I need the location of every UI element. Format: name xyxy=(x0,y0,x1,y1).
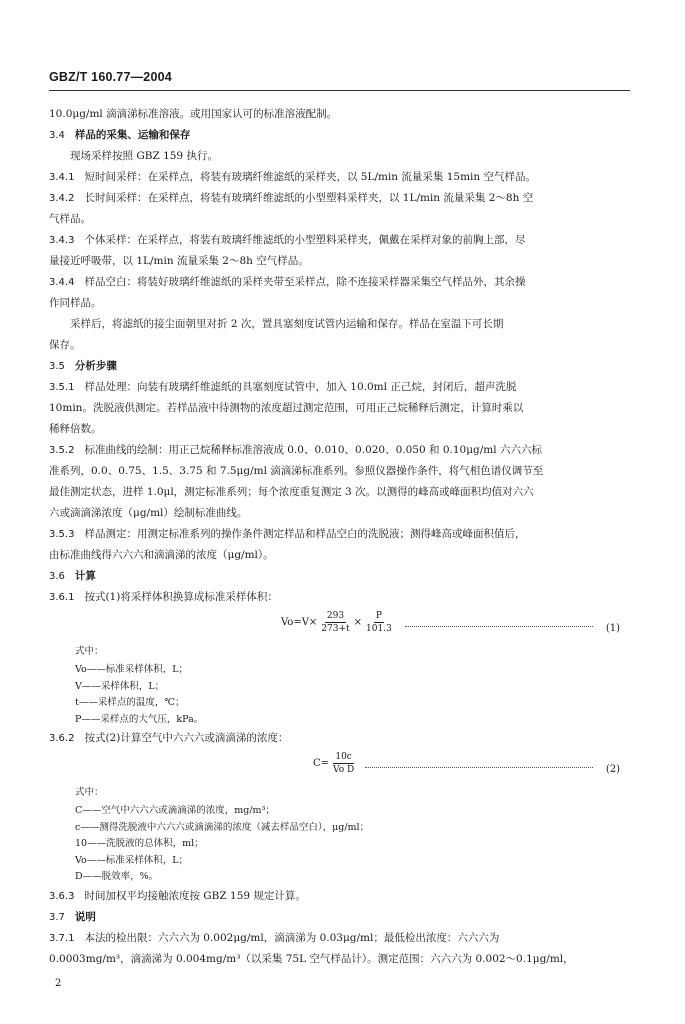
clause-number: 3.4.2 xyxy=(49,193,75,204)
variable-definition: V——采样体积，L； xyxy=(75,680,165,692)
header-rule xyxy=(49,90,630,91)
section-3-7-heading xyxy=(49,907,630,928)
clause-3-4-4-cont: 作同样品。 xyxy=(49,297,102,309)
clause-3-4-2 xyxy=(49,188,630,209)
clause-text: 短时间采样：在采样点，将装有玻璃纤维滤纸的采样夹，以 5L/min 流量采集 15min 空气样品。 xyxy=(84,171,537,183)
page-content xyxy=(49,104,630,970)
clause-3-5-3 xyxy=(49,524,630,545)
clause-3-5-3-cont: 由标准曲线得六六六和滴滴涕的浓度（μg/ml）。 xyxy=(49,549,274,561)
clause-text: 个体采样：在采样点，将装有玻璃纤维滤纸的小型塑料采样夹，佩戴在采样对象的前胸上部，尽 xyxy=(84,234,526,246)
section-number: 3.5 xyxy=(49,361,65,372)
equation-number: (1) xyxy=(605,623,620,634)
formula-1-expression xyxy=(281,610,396,635)
formula-lhs: C= xyxy=(313,758,330,769)
formula-2-expression xyxy=(313,751,358,776)
variable-definition: Vo——标准采样体积，L； xyxy=(75,854,189,866)
clause-3-4-3-cont: 量接近呼吸带，以 1L/min 流量采集 2～8h 空气样品。 xyxy=(49,255,309,267)
section-3-6-heading xyxy=(49,566,630,587)
clause-number: 3.6.3 xyxy=(49,890,75,902)
clause-text: 样品空白：将装好玻璃纤维滤纸的采样夹带至采样点，除不连接采样器采集空气样品外，其余操 xyxy=(84,276,526,288)
clause-number: 3.6.2 xyxy=(49,733,75,744)
variable-definition: C——空气中六六六或滴滴涕的浓度，mg/m³； xyxy=(75,805,275,816)
fraction-denominator: 101.3 xyxy=(366,624,392,634)
formula-1 xyxy=(49,608,630,642)
clause-3-6-2 xyxy=(49,728,630,749)
clause-3-5-2 xyxy=(49,440,630,461)
clause-text: 时间加权平均接触浓度按 GBZ 159 规定计算。 xyxy=(84,889,306,902)
clause-number: 3.6.1 xyxy=(49,592,75,603)
document-header: GBZ/T 160.77—2004 xyxy=(49,70,172,84)
clause-number: 3.5.2 xyxy=(49,445,75,456)
clause-text: 本法的检出限：六六六为 0.002μg/ml，滴滴涕为 0.03μg/ml；最低检出浓度：六六六为 xyxy=(84,931,500,944)
section-title: 分析步骤 xyxy=(74,360,117,372)
section-number: 3.7 xyxy=(49,911,65,923)
clause-3-5-2-cont: 准系列，0.0、0.75、1.5、3.75 和 7.5μg/ml 滴滴涕标准系列。参照仪器操作条件，将气相色谱仪调节至 xyxy=(49,465,544,477)
clause-number: 3.4.4 xyxy=(49,277,75,288)
clause-3-5-2-cont: 最佳测定状态，进样 1.0μl，测定标准系列；每个浓度重复测定 3 次。以测得的峰高或峰面积均值对六六 xyxy=(49,486,534,498)
dotted-leader xyxy=(365,767,593,768)
fraction-numerator: 10c xyxy=(335,752,352,762)
clause-3-6-3 xyxy=(49,886,630,907)
fraction-numerator: 293 xyxy=(326,611,345,621)
variable-definition: P——采样点的大气压，kPa。 xyxy=(75,713,204,725)
fraction-denominator: 273+t xyxy=(321,624,350,634)
fraction-pressure xyxy=(364,610,394,635)
clause-3-7-1 xyxy=(49,928,630,949)
clause-text: 按式(2)计算空气中六六六或滴滴涕的浓度： xyxy=(84,732,289,744)
clause-number: 3.5.3 xyxy=(49,529,75,540)
section-title: 计算 xyxy=(74,570,96,582)
clause-3-4-1 xyxy=(49,167,630,188)
clause-3-6-1 xyxy=(49,587,630,608)
clause-text: 标准曲线的绘制：用正己烷稀释标准溶液成 0.0、0.010、0.020、0.050 和 0.10μg/ml 六六六标 xyxy=(84,444,542,456)
section-3-4-heading xyxy=(49,125,630,146)
clause-text: 按式(1)将采样体积换算成标准采样体积： xyxy=(84,591,278,603)
variable-definition: 10——洗脱液的总体积，ml； xyxy=(75,838,204,849)
equation-number: (2) xyxy=(605,764,620,775)
variable-list-2 xyxy=(75,803,630,886)
clause-3-7-1-cont: 0.0003mg/m³，滴滴涕为 0.004mg/m³（以采集 75L 空气样品计）。测定范围：六六六为 0.002～0.1μg/ml， xyxy=(49,952,574,965)
section-title: 说明 xyxy=(74,910,96,923)
formula-lhs: Vo=V× xyxy=(281,617,318,628)
variable-definition: t——采样点的温度，℃； xyxy=(75,697,185,708)
line-standard-solution: 10.0μg/ml 滴滴涕标准溶液。或用国家认可的标准溶液配制。 xyxy=(49,108,338,120)
multiply-sign: × xyxy=(353,617,363,628)
fraction-denominator: Vo D xyxy=(333,765,355,775)
variable-definition: c——测得洗脱液中六六六或滴滴涕的浓度（减去样品空白），μg/ml； xyxy=(75,821,370,833)
clause-number: 3.4.3 xyxy=(49,235,75,246)
section-3-4-intro: 现场采样按照 GBZ 159 执行。 xyxy=(70,150,218,162)
clause-3-5-2-cont: 六或滴滴涕浓度（μg/ml）绘制标准曲线。 xyxy=(49,507,248,519)
storage-paragraph-cont: 保存。 xyxy=(49,339,81,351)
clause-3-4-4 xyxy=(49,272,630,293)
clause-3-5-1-cont: 10min。洗脱液供测定。若样品液中待测物的浓度超过测定范围，可用正己烷稀释后测定，计算时乘以 xyxy=(49,402,524,414)
where-label: 式中： xyxy=(75,646,104,657)
clause-text: 样品测定：用测定标准系列的操作条件测定样品和样品空白的洗脱液；测得峰高或峰面积值后， xyxy=(84,528,526,540)
clause-3-5-1 xyxy=(49,377,630,398)
clause-3-5-1-cont: 稀释倍数。 xyxy=(49,423,102,435)
fraction-temperature xyxy=(319,610,351,635)
fraction-concentration xyxy=(331,751,356,776)
storage-paragraph: 采样后，将滤纸的接尘面朝里对折 2 次，置具塞刻度试管内运输和保存。样品在室温下可长期 xyxy=(70,318,504,330)
section-number: 3.6 xyxy=(49,571,65,582)
clause-number: 3.4.1 xyxy=(49,172,75,183)
clause-number: 3.5.1 xyxy=(49,382,75,393)
fraction-numerator: P xyxy=(375,611,382,621)
clause-3-4-3 xyxy=(49,230,630,251)
where-label: 式中： xyxy=(75,787,104,798)
clause-number: 3.7.1 xyxy=(49,932,75,944)
clause-3-4-2-cont: 气样品。 xyxy=(49,213,91,225)
page-number: 2 xyxy=(55,978,62,989)
clause-text: 样品处理：向装有玻璃纤维滤纸的具塞刻度试管中，加入 10.0ml 正己烷，封闭后，超声洗脱 xyxy=(84,381,517,393)
section-number: 3.4 xyxy=(49,130,65,141)
formula-2 xyxy=(49,749,630,783)
variable-definition: Vo——标准采样体积，L； xyxy=(75,664,189,675)
dotted-leader xyxy=(405,626,593,627)
section-3-5-heading xyxy=(49,356,630,377)
variable-definition: D——脱效率，%。 xyxy=(75,871,159,882)
variable-list-1 xyxy=(75,662,630,728)
clause-text: 长时间采样：在采样点，将装有玻璃纤维滤纸的小型塑料采样夹，以 1L/min 流量采集 2～8h 空 xyxy=(84,192,534,204)
section-title: 样品的采集、运输和保存 xyxy=(74,129,191,141)
